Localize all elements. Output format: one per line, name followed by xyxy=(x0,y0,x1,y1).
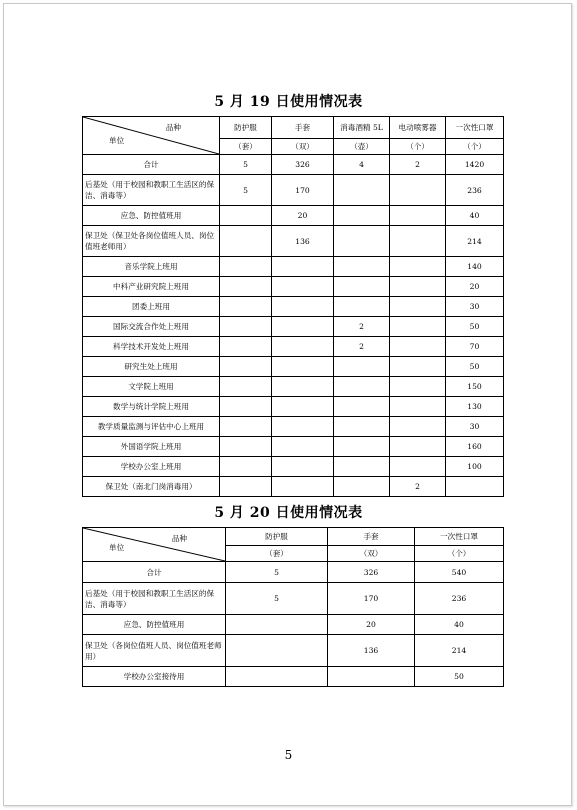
value-cell: 2 xyxy=(334,317,390,337)
column-header: 一次性口罩 xyxy=(446,117,504,139)
value-cell: 5 xyxy=(226,562,328,583)
value-cell xyxy=(220,337,272,357)
column-header: 防护服 xyxy=(220,117,272,139)
row-unit-cell: 保卫处（保卫处各岗位值班人员、岗位值班老师用） xyxy=(83,226,220,257)
column-header: 电动喷雾器 xyxy=(390,117,446,139)
value-cell xyxy=(272,337,334,357)
unit-cell: （壶） xyxy=(334,139,390,155)
value-cell xyxy=(390,206,446,226)
value-cell: 30 xyxy=(446,297,504,317)
row-unit-cell: 外国语学院上班用 xyxy=(83,437,220,457)
table-row xyxy=(83,437,504,457)
unit-cell: （套） xyxy=(220,139,272,155)
table-row xyxy=(83,417,504,437)
value-cell xyxy=(272,417,334,437)
table1-title: 5 月 19 日使用情况表 xyxy=(214,94,363,110)
row-unit-cell: 团委上班用 xyxy=(83,297,220,317)
value-cell xyxy=(220,417,272,437)
value-cell: 160 xyxy=(446,437,504,457)
table-row xyxy=(83,337,504,357)
value-cell xyxy=(334,417,390,437)
header-row xyxy=(83,528,504,546)
value-cell: 170 xyxy=(272,175,334,206)
value-cell: 214 xyxy=(446,226,504,257)
value-cell xyxy=(446,477,504,497)
row-unit-cell: 应急、防控值班用 xyxy=(83,615,226,635)
value-cell xyxy=(390,357,446,377)
column-header: 消毒酒精 5L xyxy=(334,117,390,139)
corner-item-label: 品种 xyxy=(171,534,187,543)
row-unit-cell: 中科产业研究院上班用 xyxy=(83,277,220,297)
value-cell xyxy=(272,377,334,397)
row-unit-cell: 保卫处（各岗位值班人员、岗位值班老师用） xyxy=(83,635,226,667)
value-cell xyxy=(334,377,390,397)
corner-header-cell xyxy=(83,117,220,155)
table-row xyxy=(83,377,504,397)
value-cell xyxy=(390,337,446,357)
value-cell: 130 xyxy=(446,397,504,417)
value-cell xyxy=(272,437,334,457)
unit-cell: （个） xyxy=(415,546,504,562)
value-cell: 326 xyxy=(328,562,415,583)
table-row xyxy=(83,155,504,175)
value-cell xyxy=(390,226,446,257)
value-cell: 326 xyxy=(272,155,334,175)
value-cell xyxy=(334,457,390,477)
value-cell xyxy=(272,397,334,417)
table-row xyxy=(83,477,504,497)
usage-table-may20 xyxy=(82,527,504,687)
value-cell: 40 xyxy=(415,615,504,635)
value-cell: 20 xyxy=(328,615,415,635)
value-cell: 40 xyxy=(446,206,504,226)
unit-cell: （套） xyxy=(226,546,328,562)
value-cell xyxy=(334,357,390,377)
row-unit-cell: 学校办公室上班用 xyxy=(83,457,220,477)
value-cell: 2 xyxy=(390,477,446,497)
column-header: 手套 xyxy=(272,117,334,139)
value-cell: 140 xyxy=(446,257,504,277)
table-row xyxy=(83,457,504,477)
value-cell: 236 xyxy=(446,175,504,206)
value-cell xyxy=(334,226,390,257)
column-header: 防护服 xyxy=(226,528,328,546)
value-cell xyxy=(220,397,272,417)
value-cell: 50 xyxy=(446,317,504,337)
table-row xyxy=(83,175,504,206)
row-unit-cell: 合计 xyxy=(83,562,226,583)
page-number: 5 xyxy=(284,748,293,762)
row-unit-cell: 国际交流合作处上班用 xyxy=(83,317,220,337)
value-cell xyxy=(390,277,446,297)
table-row xyxy=(83,206,504,226)
unit-cell: （个） xyxy=(446,139,504,155)
row-unit-cell: 保卫处（南北门岗消毒用） xyxy=(83,477,220,497)
value-cell xyxy=(272,357,334,377)
table-row xyxy=(83,635,504,667)
value-cell xyxy=(220,226,272,257)
value-cell xyxy=(220,277,272,297)
value-cell xyxy=(272,317,334,337)
value-cell xyxy=(272,257,334,277)
table-row xyxy=(83,397,504,417)
table-row xyxy=(83,257,504,277)
header-row xyxy=(83,117,504,139)
value-cell: 2 xyxy=(390,155,446,175)
table-row xyxy=(83,277,504,297)
row-unit-cell: 研究生处上班用 xyxy=(83,357,220,377)
table-row xyxy=(83,615,504,635)
value-cell xyxy=(220,477,272,497)
value-cell: 5 xyxy=(220,155,272,175)
value-cell xyxy=(390,297,446,317)
table-row xyxy=(83,226,504,257)
value-cell: 214 xyxy=(415,635,504,667)
value-cell: 70 xyxy=(446,337,504,357)
value-cell xyxy=(334,277,390,297)
value-cell xyxy=(328,667,415,687)
value-cell xyxy=(226,615,328,635)
value-cell xyxy=(220,357,272,377)
row-unit-cell: 数学与统计学院上班用 xyxy=(83,397,220,417)
value-cell: 236 xyxy=(415,583,504,615)
column-header: 手套 xyxy=(328,528,415,546)
value-cell: 4 xyxy=(334,155,390,175)
value-cell: 50 xyxy=(415,667,504,687)
value-cell: 20 xyxy=(272,206,334,226)
table-row xyxy=(83,583,504,615)
value-cell xyxy=(272,457,334,477)
value-cell xyxy=(220,377,272,397)
value-cell xyxy=(220,437,272,457)
value-cell xyxy=(272,297,334,317)
row-unit-cell: 应急、防控值班用 xyxy=(83,206,220,226)
value-cell: 540 xyxy=(415,562,504,583)
row-unit-cell: 文学院上班用 xyxy=(83,377,220,397)
value-cell: 170 xyxy=(328,583,415,615)
column-header: 一次性口罩 xyxy=(415,528,504,546)
row-unit-cell: 教学质量监测与评估中心上班用 xyxy=(83,417,220,437)
row-unit-cell: 音乐学院上班用 xyxy=(83,257,220,277)
table2-title: 5 月 20 日使用情况表 xyxy=(214,505,363,521)
value-cell xyxy=(272,277,334,297)
table-row xyxy=(83,562,504,583)
value-cell xyxy=(220,257,272,277)
row-unit-cell: 后基处（用于校园和教职工生活区的保洁、消毒等） xyxy=(83,175,220,206)
value-cell: 50 xyxy=(446,357,504,377)
table-row xyxy=(83,297,504,317)
value-cell xyxy=(220,457,272,477)
value-cell xyxy=(390,417,446,437)
value-cell xyxy=(390,437,446,457)
table-row xyxy=(83,317,504,337)
value-cell xyxy=(226,667,328,687)
value-cell xyxy=(334,175,390,206)
value-cell xyxy=(390,257,446,277)
value-cell xyxy=(390,317,446,337)
value-cell: 5 xyxy=(220,175,272,206)
usage-table-may19 xyxy=(82,116,504,497)
value-cell xyxy=(272,477,334,497)
corner-item-label: 品种 xyxy=(165,123,181,132)
value-cell xyxy=(390,175,446,206)
table-row xyxy=(83,357,504,377)
unit-cell: （个） xyxy=(390,139,446,155)
value-cell xyxy=(334,257,390,277)
value-cell xyxy=(334,206,390,226)
value-cell: 1420 xyxy=(446,155,504,175)
row-unit-cell: 合计 xyxy=(83,155,220,175)
value-cell: 2 xyxy=(334,337,390,357)
unit-cell: （双） xyxy=(328,546,415,562)
value-cell xyxy=(334,397,390,417)
corner-header-cell xyxy=(83,528,226,562)
unit-cell: （双） xyxy=(272,139,334,155)
value-cell xyxy=(220,317,272,337)
value-cell xyxy=(334,437,390,457)
corner-unit-label: 单位 xyxy=(109,136,125,145)
corner-unit-label: 单位 xyxy=(109,543,125,552)
value-cell: 100 xyxy=(446,457,504,477)
value-cell: 20 xyxy=(446,277,504,297)
value-cell xyxy=(390,397,446,417)
value-cell xyxy=(226,635,328,667)
table-row xyxy=(83,667,504,687)
value-cell: 150 xyxy=(446,377,504,397)
value-cell: 5 xyxy=(226,583,328,615)
row-unit-cell: 后基处（用于校园和教职工生活区的保洁、消毒等） xyxy=(83,583,226,615)
row-unit-cell: 科学技术开发处上班用 xyxy=(83,337,220,357)
value-cell: 136 xyxy=(328,635,415,667)
value-cell xyxy=(220,206,272,226)
value-cell: 30 xyxy=(446,417,504,437)
value-cell: 136 xyxy=(272,226,334,257)
value-cell xyxy=(334,477,390,497)
value-cell xyxy=(220,297,272,317)
value-cell xyxy=(334,297,390,317)
value-cell xyxy=(390,457,446,477)
value-cell xyxy=(390,377,446,397)
row-unit-cell: 学校办公室接待用 xyxy=(83,667,226,687)
